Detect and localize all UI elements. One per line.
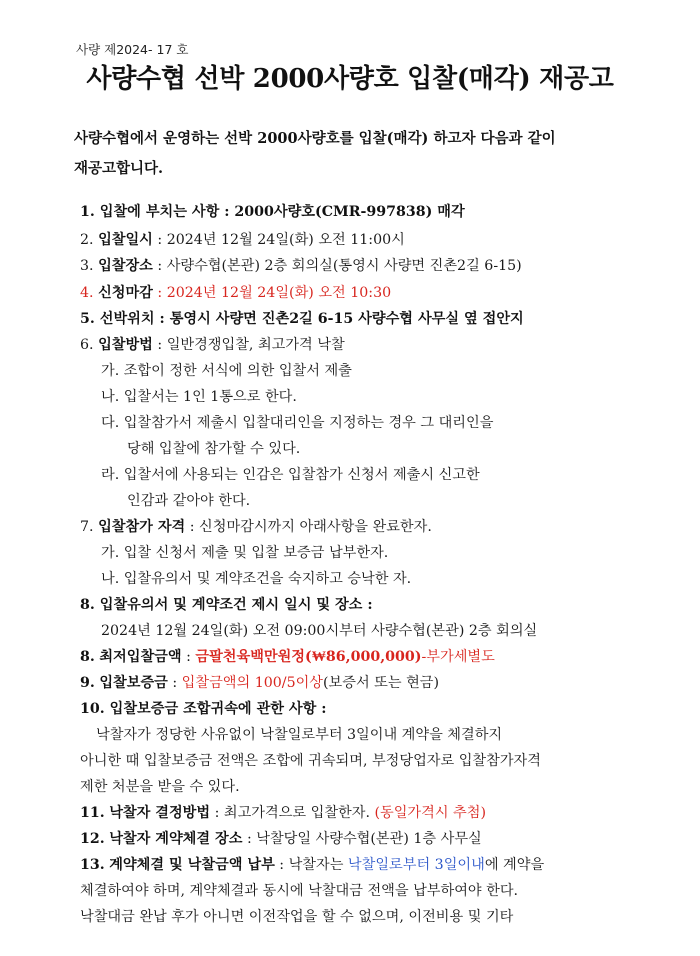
min-bid-amount: 금팔천육백만원정(₩86,000,000) [195, 649, 422, 665]
item-10-para-line2: 아니한 때 입찰보증금 전액은 조합에 귀속되며, 부정당업자로 입찰참가자격 [80, 753, 541, 769]
item-11-label: 낙찰자 결정방법 [109, 805, 211, 821]
item-10-label: 입찰보증금 조합귀속에 관한 사항 : [109, 701, 327, 717]
item-13-para-line3: 낙찰대금 완납 후가 아니면 이전작업을 할 수 없으며, 이전비용 및 기타 [80, 909, 514, 925]
item-7-label: 입찰참가 자격 [98, 519, 186, 535]
intro-line-1: 사량수협에서 운영하는 선박 2000사량호를 입찰(매각) 하고자 다음과 같이 [74, 130, 556, 147]
item-5-text: 선박위치 : 통영시 사량면 진촌2길 6-15 사량수협 사무실 옆 접안지 [99, 311, 524, 327]
item-12-label: 낙찰자 계약체결 장소 [109, 831, 243, 847]
item-9-label: 입찰보증금 [99, 675, 168, 691]
item-9-colon: : [167, 675, 182, 691]
item-11 [80, 803, 486, 823]
item-1-text: 입찰에 부치는 사항 : 2000사량호(CMR-997838) 매각 [99, 204, 465, 220]
item-8-notice-place [80, 595, 373, 615]
item-10-para-line1: 낙찰자가 정당한 사유없이 낙찰일로부터 3일이내 계약을 체결하지 [96, 727, 503, 743]
item-3-label: 입찰장소 [98, 258, 153, 274]
item-8b-colon: : [181, 649, 196, 665]
item-7 [80, 517, 432, 537]
item-6-sub-a: 가. 조합이 정한 서식에 의한 입찰서 제출 [101, 363, 352, 379]
item-10-number: 10. [80, 701, 105, 717]
item-4 [80, 283, 391, 303]
item-10-para-line3: 제한 처분을 받을 수 있다. [80, 779, 240, 795]
item-6 [80, 335, 345, 355]
item-4-label: 신청마감 [98, 285, 153, 301]
item-7-number: 7. [80, 519, 94, 535]
item-2-value: : 2024년 12월 24일(화) 오전 11:00시 [152, 232, 405, 248]
item-7-sub-b: 나. 입찰유의서 및 계약조건을 숙지하고 승낙한 자. [101, 571, 412, 587]
item-3 [80, 256, 522, 276]
item-13-value: : 낙찰자는 [274, 857, 348, 873]
item-5-number: 5. [80, 311, 95, 327]
item-6-sub-d-line2: 인감과 같아야 한다. [127, 493, 251, 509]
item-6-value: : 일반경쟁입찰, 최고가격 낙찰 [152, 337, 345, 353]
document-number: 사량 제2024- 17 호 [76, 42, 189, 57]
item-2-label: 입찰일시 [98, 232, 153, 248]
item-4-number: 4. [80, 285, 94, 301]
item-3-value: : 사량수협(본관) 2층 회의실(통영시 사량면 진촌2길 6-15) [152, 258, 522, 274]
item-6-sub-d-line1: 라. 입찰서에 사용되는 인감은 입찰참가 신청서 제출시 신고한 [101, 467, 480, 483]
item-12-value: : 낙찰당일 사량수협(본관) 1층 사무실 [242, 831, 482, 847]
item-1 [80, 202, 465, 222]
item-8b-number: 8. [80, 649, 95, 665]
item-13-number: 13. [80, 857, 105, 873]
item-2-number: 2. [80, 232, 94, 248]
item-12 [80, 829, 482, 849]
item-10 [80, 699, 327, 719]
bid-deposit-value: 입찰금액의 100/5이상 [181, 675, 324, 691]
item-13-label: 계약체결 및 낙찰금액 납부 [109, 857, 275, 873]
item-8-min-bid [80, 647, 495, 667]
item-8a-label: 입찰유의서 및 계약조건 제시 일시 및 장소 : [99, 597, 373, 613]
item-7-sub-a: 가. 입찰 신청서 제출 및 입찰 보증금 납부한자. [101, 545, 389, 561]
item-7-value: : 신청마감시까지 아래사항을 완료한자. [185, 519, 432, 535]
item-5 [80, 309, 524, 329]
item-4-value: : 2024년 12월 24일(화) 오전 10:30 [152, 285, 392, 301]
item-8a-number: 8. [80, 597, 95, 613]
item-1-number: 1. [80, 204, 95, 220]
intro-line-2: 재공고합니다. [74, 160, 164, 177]
item-6-sub-c-line1: 다. 입찰참가서 제출시 입찰대리인을 지정하는 경우 그 대리인을 [101, 415, 494, 431]
item-13 [80, 855, 544, 875]
vat-note: -부가세별도 [421, 649, 495, 665]
item-2 [80, 230, 405, 250]
item-9-number: 9. [80, 675, 95, 691]
item-8b-label: 최저입찰금액 [99, 649, 182, 665]
item-6-number: 6. [80, 337, 94, 353]
bid-deposit-note: (보증서 또는 현금) [323, 675, 440, 691]
item-13-value-end: 에 계약을 [484, 857, 545, 873]
item-11-value: : 최고가격으로 입찰한자. [210, 805, 375, 821]
item-13-para-line2: 체결하여야 하며, 계약체결과 동시에 낙찰대금 전액을 납부하여야 한다. [80, 883, 519, 899]
intro-paragraph [74, 124, 674, 184]
item-3-number: 3. [80, 258, 94, 274]
contract-deadline: 낙찰일로부터 3일이내 [347, 857, 485, 873]
document-title: 사량수협 선박 2000사량호 입찰(매각) 재공고 [86, 64, 614, 94]
item-11-note: (동일가격시 추첨) [374, 805, 487, 821]
item-8a-value: 2024년 12월 24일(화) 오전 09:00시부터 사량수협(본관) 2층 회의실 [101, 623, 538, 639]
item-11-number: 11. [80, 805, 105, 821]
item-6-sub-c-line2: 당해 입찰에 참가할 수 있다. [127, 441, 301, 457]
item-6-sub-b: 나. 입찰서는 1인 1통으로 한다. [101, 389, 297, 405]
item-12-number: 12. [80, 831, 105, 847]
item-6-label: 입찰방법 [98, 337, 153, 353]
item-9 [80, 673, 439, 693]
